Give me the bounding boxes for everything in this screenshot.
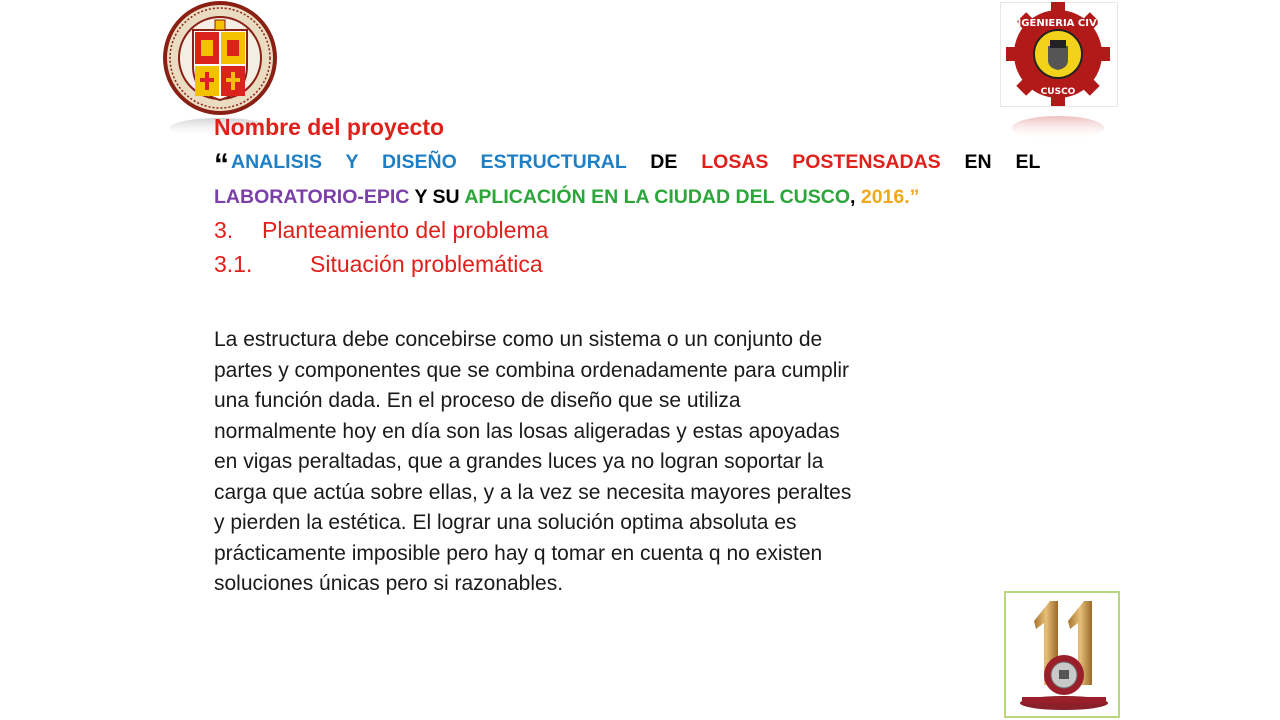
section-3-title: Planteamiento del problema: [262, 217, 549, 243]
title-seg-6: Y SU: [414, 186, 460, 208]
body-line: partes y componentes que se combina ordenadamente para cumplir: [214, 358, 850, 382]
seal-text-top: INGENIERIA CIVIL: [1009, 18, 1107, 29]
title-seg-5: LABORATORIO-EPIC: [214, 186, 410, 208]
project-title: [214, 146, 1040, 213]
body-paragraph: [214, 325, 1034, 600]
title-seg-2: DE: [650, 151, 678, 173]
title-seg-4: EN EL: [964, 151, 1041, 173]
body-line: carga que actúa sobre ellas, y a la vez se necesita mayores peraltes: [214, 480, 852, 504]
title-seg-3: LOSAS POSTENSADAS: [701, 151, 941, 173]
body-line: La estructura debe concebirse como un sistema o un conjunto de: [214, 328, 823, 351]
section-heading-3-1: [214, 247, 1040, 281]
body-line: una función dada. En el proceso de diseño que se utiliza: [214, 389, 741, 412]
section-3-1-number: 3.1.: [214, 251, 253, 277]
title-seg-8: ,: [850, 186, 856, 208]
body-line: soluciones únicas pero si razonables.: [214, 572, 564, 595]
title-seg-9: 2016.”: [860, 186, 920, 208]
body-line: y pierden la estética. El lograr una solución optima absoluta es: [214, 511, 797, 534]
anniversary-11-logo: [1004, 591, 1120, 718]
body-line: prácticamente imposible pero hay q tomar en cuenta q no existen: [214, 541, 823, 565]
title-seg-1: ANALISIS Y DISEÑO ESTRUCTURAL: [231, 151, 627, 173]
open-quote: “: [214, 148, 229, 181]
section-heading-3: [214, 213, 1040, 247]
project-label: Nombre del proyecto: [214, 114, 445, 140]
slide-content: [214, 112, 1040, 600]
section-3-1-title: Situación problemática: [310, 251, 543, 277]
title-seg-7: APLICACIÓN EN LA CIUDAD DEL CUSCO: [464, 186, 851, 208]
seal-text-bottom: CUSCO: [1040, 87, 1076, 97]
body-line: en vigas peraltadas, que a grandes luces ya no logran soportar la: [214, 450, 824, 473]
section-3-number: 3.: [214, 217, 234, 243]
body-line: normalmente hoy en día son las losas aligeradas y estas apoyadas: [214, 419, 840, 443]
